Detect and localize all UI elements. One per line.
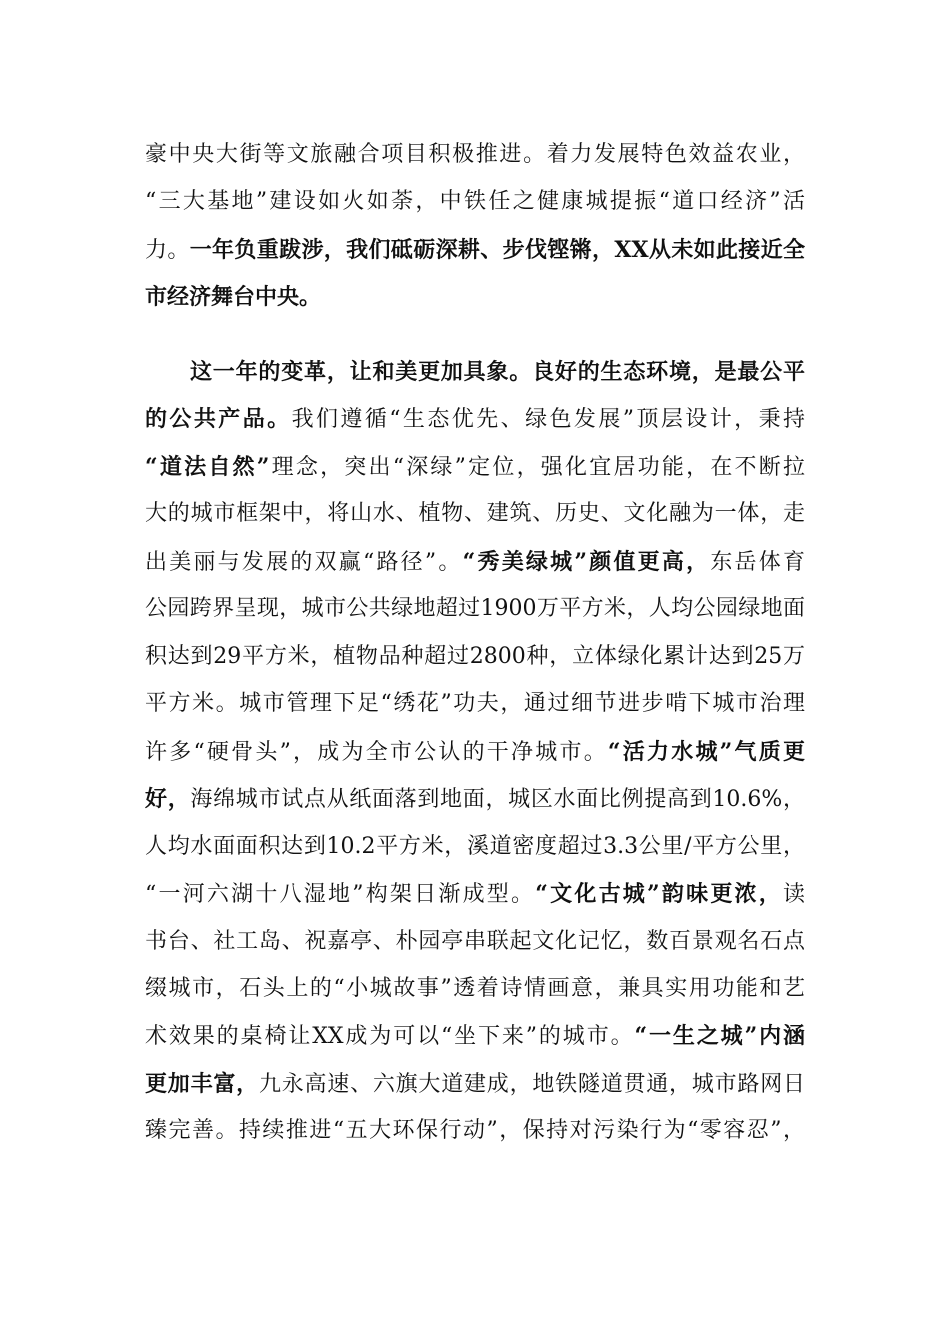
text-run: 大的城市框架中，将山水、植物、建筑、历史、文化融为一体，走 <box>145 501 805 526</box>
text-run: 海绵城市试点从纸面落到地面，城区水面比例提高到10.6%， <box>190 787 805 812</box>
text-run: 九永高速、六旗大道建成，地铁隧道贯通，城市路网日 <box>258 1072 805 1097</box>
text-run: 臻完善。持续推进“五大环保行动”，保持对污染行为“零容忍”， <box>145 1118 805 1143</box>
bold-text: 一年负重跋涉，我们砥砺深耕、步伐铿锵，XX从未如此接近全 <box>189 237 805 263</box>
text-line <box>145 732 805 772</box>
bold-text: “文化古城”韵味更浓， <box>535 881 783 907</box>
text-run: “三大基地”建设如火如荼，中铁任之健康城提振“道口经济”活 <box>145 189 805 214</box>
text-run: 东岳体育 <box>710 550 805 575</box>
text-line <box>145 1111 805 1151</box>
bold-text: “活力水城”气质更 <box>607 739 805 765</box>
text-line <box>145 230 805 270</box>
text-run: 书台、社工岛、祝嘉亭、朴园亭串联起文化记忆，数百景观名石点 <box>145 929 805 954</box>
bold-text: 这一年的变革，让和美更加具象。良好的生态环境，是最公平 <box>190 359 805 385</box>
text-line <box>145 135 805 175</box>
text-run: 积达到29平方米，植物品种超过2800种，立体绿化累计达到25万 <box>145 644 805 669</box>
text-line <box>145 827 805 867</box>
text-run: 人均水面面积达到10.2平方米，溪道密度超过3.3公里/平方公里， <box>145 834 805 859</box>
text-line <box>145 277 805 317</box>
text-line <box>145 684 805 724</box>
text-run: 平方米。城市管理下足“绣花”功夫，通过细节进步啃下城市治理 <box>145 691 805 716</box>
text-run: 术效果的桌椅让XX成为可以“坐下来”的城市。 <box>145 1024 635 1049</box>
text-line <box>145 399 805 439</box>
bold-text: 好， <box>145 786 191 812</box>
text-run: 豪中央大街等文旅融合项目积极推进。着力发展特色效益农业， <box>145 142 805 167</box>
text-run: 我们遵循“生态优先、绿色发展”顶层设计，秉持 <box>291 407 805 432</box>
text-line <box>145 779 805 819</box>
text-line <box>145 589 805 629</box>
bold-text: 更加丰富， <box>145 1071 259 1097</box>
bold-text: 的公共产品。 <box>145 406 292 432</box>
text-run: 力。 <box>145 238 190 263</box>
text-run: 理念，突出“深绿”定位，强化宜居功能，在不断拉 <box>269 455 805 480</box>
text-run: 公园跨界呈现，城市公共绿地超过1900万平方米，人均公园绿地面 <box>145 596 805 621</box>
bold-text: 市经济舞台中央。 <box>145 284 322 310</box>
text-run: “一河六湖十八湿地”构架日渐成型。 <box>145 882 536 907</box>
text-line <box>145 1016 805 1056</box>
text-line <box>190 352 805 392</box>
text-line <box>145 182 805 222</box>
text-run: 缀城市，石头上的“小城故事”透着诗情画意，兼具实用功能和艺 <box>145 976 805 1001</box>
text-line <box>145 447 805 487</box>
text-line <box>145 1064 805 1104</box>
bold-text: “道法自然” <box>145 454 270 480</box>
bold-text: “一生之城”内涵 <box>634 1023 805 1049</box>
text-run: 出美丽与发展的双赢“路径”。 <box>145 550 463 575</box>
text-line <box>145 969 805 1009</box>
text-line <box>145 874 805 914</box>
text-line <box>145 542 805 582</box>
text-run: 许多“硬骨头”，成为全市公认的干净城市。 <box>145 740 608 765</box>
bold-text: “秀美绿城”颜值更高， <box>462 549 711 575</box>
text-run: 读 <box>782 882 805 907</box>
text-line <box>145 922 805 962</box>
text-line <box>145 494 805 534</box>
text-line <box>145 637 805 677</box>
